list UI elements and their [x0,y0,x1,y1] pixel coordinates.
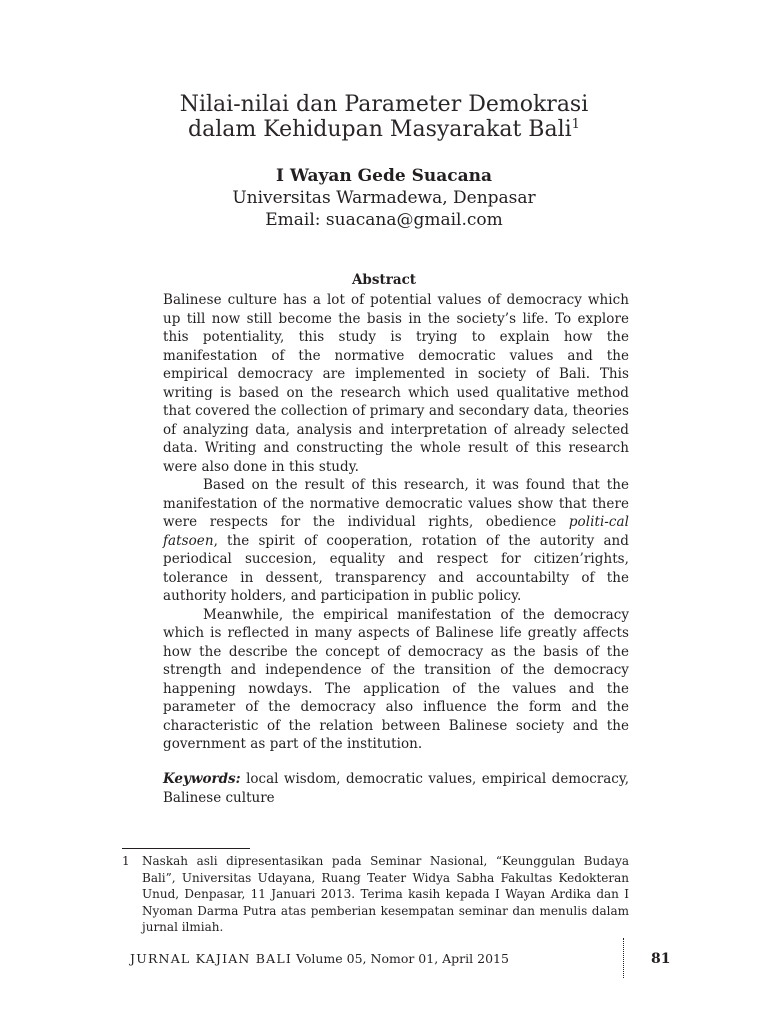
abstract-p2-text-2: , the spirit of cooperation, rotation of the autority and periodical succesion, equality and respect for citizen’rights, tolerance in dessent, transparency and accountabilty of the authority holders, and participation in public policy. [163,532,629,604]
footer-dotted-divider [623,938,624,978]
footnote-text: Naskah asli dipresentasikan pada Seminar Nasional, “Keunggulan Budaya Bali”, Universitas Udayana, Ruang Teater Widya Sabha Fakultas Kedokteran Unud, Denpasar, 11 Januari 2013. Terima kasih kepada I Wayan Ardika dan I Nyoman Darma Putra atas pemberian kesempatan seminar dan menulis dalam jurnal ilmiah. [142,854,629,934]
author-name: I Wayan Gede Suacana [275,166,493,186]
title-line-1: Nilai-nilai dan Parameter Demokrasi [179,92,589,117]
keywords-label: Keywords: [163,771,241,787]
journal-name: JURNAL KAJIAN BALI [130,951,292,966]
page-number: 81 [651,951,671,967]
journal-footer [130,950,509,968]
article-title [0,92,768,142]
title-footnote-marker: 1 [571,117,580,132]
abstract-p2-text-1: Based on the result of this research, it was found that the manifestation of the normative democratic values show that there were respects for the individual rights, obedience [163,477,629,530]
title-line-2 [0,117,768,142]
author-block [0,165,768,231]
abstract-paragraph-1: Balinese culture has a lot of potential values of democracy which up till now still become the basis in the society’s life. To explore this potentiality, this study is trying to explain how the manifestation of the normative democratic values and the empirical democracy are implemented in society of Bali. This writing is based on the research which used qualitative method that covered the collection of primary and secondary data, theories of analyzing data, analysis and interpretation of already selected data. Writing and constructing the whole result of this research were also done in this study. [163,292,629,475]
author-affiliation: Universitas Warmadewa, Denpasar [232,188,536,208]
title-line-2-text: dalam Kehidupan Masyarakat Bali [188,117,572,142]
abstract-body [163,291,629,754]
abstract-heading: Abstract [351,272,417,288]
abstract-paragraph-3: Meanwhile, the empirical manifestation of the democracy which is reflected in many aspects of Balinese life greatly affects how the describe the concept of democracy as the basis of the strength and independence of the transition of the democracy happening nowdays. The application of the values and the parameter of the democracy also influence the form and the characteristic of the relation between Balinese society and the government as part of the institution. [163,606,629,752]
abstract-p2-italic-term: politi-cal fatsoen [163,514,629,549]
keywords [163,770,629,807]
author-email: Email: suacana@gmail.com [265,210,503,230]
footnote-divider [122,848,250,849]
footnote [122,853,629,936]
keywords-text: local wisdom, democratic values, empirical democracy, Balinese culture [163,771,629,806]
footnote-number: 1 [122,854,130,868]
journal-issue: Volume 05, Nomor 01, April 2015 [292,951,509,966]
abstract-paragraph-2 [163,476,629,606]
